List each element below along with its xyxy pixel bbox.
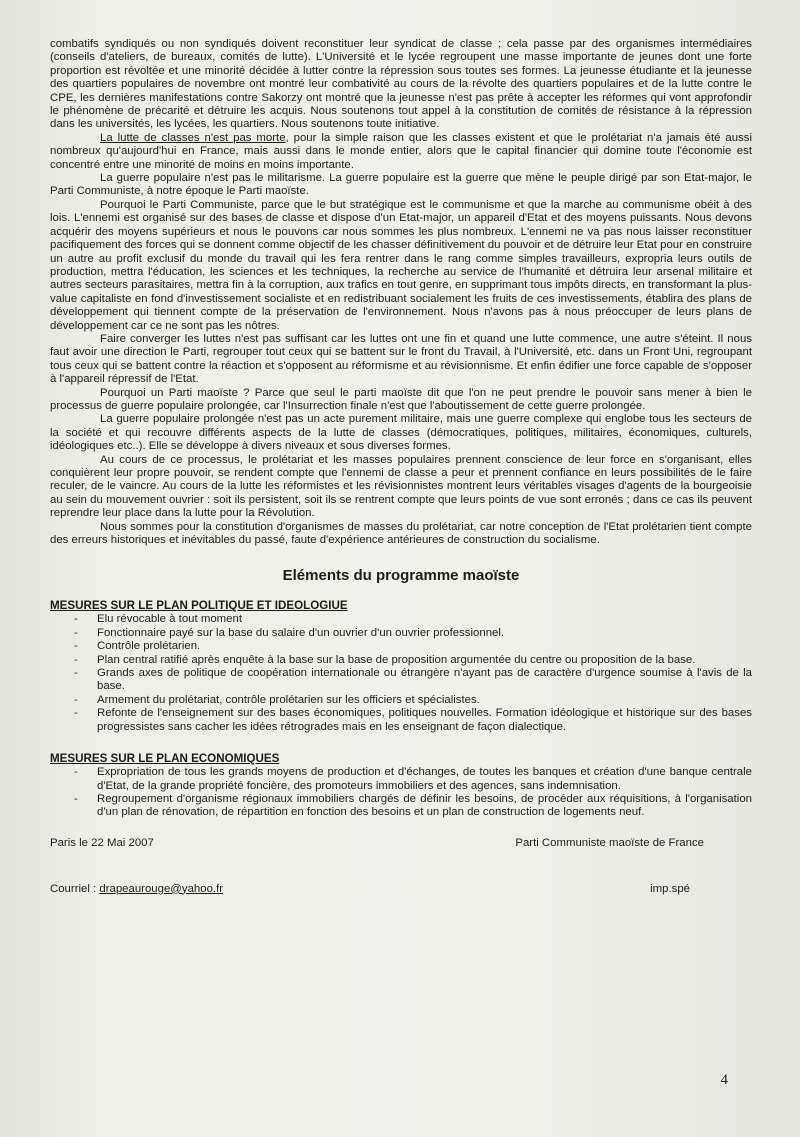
paragraph-3: La guerre populaire n'est pas le militarisme. La guerre populaire est la guerre que mène le peuple dirigé par son Etat-major, le Parti Communiste, à notre époque le Parti maoïste. bbox=[50, 172, 752, 198]
list-item: - Refonte de l'enseignement sur des bases économiques, politiques nouvelles. Formation idéologique et historique sur des bases progressistes sans cacher les idées rétrogrades mais en les enseignant de façon dialectique. bbox=[50, 707, 752, 734]
list-item: - Regroupement d'organisme régionaux immobiliers chargés de définir les besoins, de procéder aux réquisitions, à l'organisation d'un plan de rénovation, de répartition en fonction des besoins et un plan de construction de logements neuf. bbox=[50, 793, 752, 820]
paragraph-9: Nous sommes pour la constitution d'organismes de masses du prolétariat, car notre conception de l'Etat prolétarien tient compte des erreurs historiques et inévitables du passé, faute d'expérience antérieures de construction du socialisme. bbox=[50, 520, 752, 547]
body-text bbox=[50, 38, 752, 547]
list-item: - Grands axes de politique de coopération internationale ou étrangère n'ayant pas de caractère d'urgence soumise à l'avis de la base. bbox=[50, 667, 752, 694]
page-number: 4 bbox=[720, 1072, 728, 1088]
paragraph-4: Pourquoi le Parti Communiste, parce que le but stratégique est le communisme et que la marche au communisme obéit à des lois. L'ennemi est organisé sur des bases de classe et dispose d'un Etat-major, un appareil d'Etat et des moyens puissants. Nous devons acquérir des moyens supérieurs et nous le pouvons car nous sommes les plus nombreux. L'ennemi ne va pas nous laisser reconstituer pacifiquement des forces qui se donnent comme objectif de les chasser définitivement du pouvoir et de détruire leur Etat pour en construire un autre au profit exclusif du monde du travail qui les fera rentrer dans le rang comme simples travailleurs, expropria leurs outils de production, mettra l'éducation, les sciences et les techniques, la recherche au service de l'humanité et détruira leur arsenal militaire et autres secteurs parasitaires, mettra fin à la corruption, aux trafics en tout genre, en supprimant tous impôts directs, en transformant la plus-value capitaliste en fond d'investissement socialiste et en redistribuant socialement les fruits de ces investissements, établira des plans de développement qui tiennent compte de la préservation de l'environnement. Nous n'avons pas à nous préoccuper de leurs plans de développement car ce ne sont pas les nôtres. bbox=[50, 198, 752, 332]
paragraph-6: Pourquoi un Parti maoïste ? Parce que seul le parti maoïste dit que l'on ne peut prendre le pouvoir sans mener à bien le processus de guerre populaire prolongée, car l'Insurrection finale n'est que l'aboutissement de cette guerre prolongée. bbox=[50, 386, 752, 412]
list-item: - Armement du prolétariat, contrôle prolétarien sur les officiers et spécialistes. bbox=[50, 694, 752, 707]
contact-row bbox=[50, 882, 752, 896]
political-measures-list bbox=[50, 613, 752, 734]
paragraph-1: combatifs syndiqués ou non syndiqués doivent reconstituer leur syndicat de classe ; cela passe par des organismes intermédiaires (conseils d'ateliers, de bureaux, comités de lutte). L'Université et le lycée regroupent une masse importante de jeunes dont une forte proportion est révoltée et une minorité décidée à lutter contre la répression sous toutes ses formes. La jeunesse étudiante et la jeunesse des quartiers populaires de novembre ont montré leur combativité au cours de la révolte des quartiers populaires et de la lutte contre le CPE, les dernières manifestations contre Sakorzy ont montré que la jeunesse n'est pas prête à accepter les réformes qui vont approfondir le phénomène de précarité et détruire les acquis. Nous soutenons tout appel à la constitution de comités de résistance à la répression dans les universités, les lycées, les quartiers. Nous soutenons toute initiative. bbox=[50, 38, 752, 131]
list-item: - Expropriation de tous les grands moyens de production et d'échanges, de toutes les banques et création d'une banque centrale d'Etat, de la grande propriété foncière, des promoteurs immobiliers et des agences, sans indemnisation. bbox=[50, 766, 752, 793]
paragraph-2-text: , pour la simple raison que les classes existent et que le prolétariat n'a jamais été aussi nombreux qu'aujourd'hui en France, mais aussi dans le monde entier, alors que le capital financier qui domine toute l'économie est concentré entre une minorité de moins en moins importante. bbox=[50, 131, 752, 171]
place-date: Paris le 22 Mai 2007 bbox=[50, 836, 154, 849]
paragraph-8: Au cours de ce processus, le prolétariat et les masses populaires prennent conscience de leur force en s'organisant, elles conquièrent leur propre pouvoir, se rendent compte que l'ennemi de classe a peur et prennent confiance en leurs possibilités de le faire reculer, de le vaincre. Au cours de la lutte les réformistes et les révisionnistes montrent leurs véritables visages d'agents de la bourgeoisie au sein du mouvement ouvrier : soit ils persistent, soit ils se rentrent compte que leurs points de vue sont erronés ; dans ce cas ils peuvent reprendre leur place dans la lutte pour la Révolution. bbox=[50, 453, 752, 520]
economic-measures-list bbox=[50, 766, 752, 820]
paragraph-5: Faire converger les luttes n'est pas suffisant car les luttes ont une fin et quand une lutte commence, une autre s'éteint. Il nous faut avoir une direction le Parti, regrouper tout ceux qui se battent sur le front du Travail, à l'Université, etc. dans un Front Uni, regroupant tous ceux qui se battent contre la réaction et s'opposent au réformisme et au révisionnisme. Et enfin édifier une force capable de s'opposer à l'appareil répressif de l'Etat. bbox=[50, 332, 752, 386]
list-item: - Fonctionnaire payé sur la base du salaire d'un ouvrier d'un ouvrier professionnel. bbox=[50, 627, 752, 640]
email-link[interactable]: drapeaurouge@yahoo.fr bbox=[99, 882, 224, 895]
list-item: - Plan central ratifié après enquête à la base sur la base de proposition argumentée du centre ou proposition de la base. bbox=[50, 654, 752, 667]
paragraph-2 bbox=[50, 132, 752, 172]
list-item: - Contrôle prolétarien. bbox=[50, 640, 752, 653]
section-title-political: MESURES SUR LE PLAN POLITIQUE ET IDEOLOGIUE bbox=[50, 599, 348, 613]
section-title-economic: MESURES SUR LE PLAN ECONOMIQUES bbox=[50, 752, 280, 766]
list-item: - Elu révocable à tout moment bbox=[50, 613, 752, 626]
signature: Parti Communiste maoïste de France bbox=[515, 836, 704, 849]
underlined-phrase: La lutte de classes n'est pas morte bbox=[100, 131, 286, 144]
program-title: Eléments du programme maoïste bbox=[282, 567, 520, 585]
printer-mark: imp.spé bbox=[650, 882, 690, 895]
paragraph-7: La guerre populaire prolongée n'est pas un acte purement militaire, mais une guerre complexe qui englobe tous les secteurs de la société et qui recouvre différents aspects de la lutte de classes (démocratiques, politiques, militaires, économiques, culturels, idéologiques etc..). Elle se développe à divers niveaux et sous diverses formes. bbox=[50, 413, 752, 453]
email-label: Courriel : bbox=[50, 882, 100, 895]
contact bbox=[50, 882, 223, 896]
signature-row bbox=[50, 836, 752, 850]
